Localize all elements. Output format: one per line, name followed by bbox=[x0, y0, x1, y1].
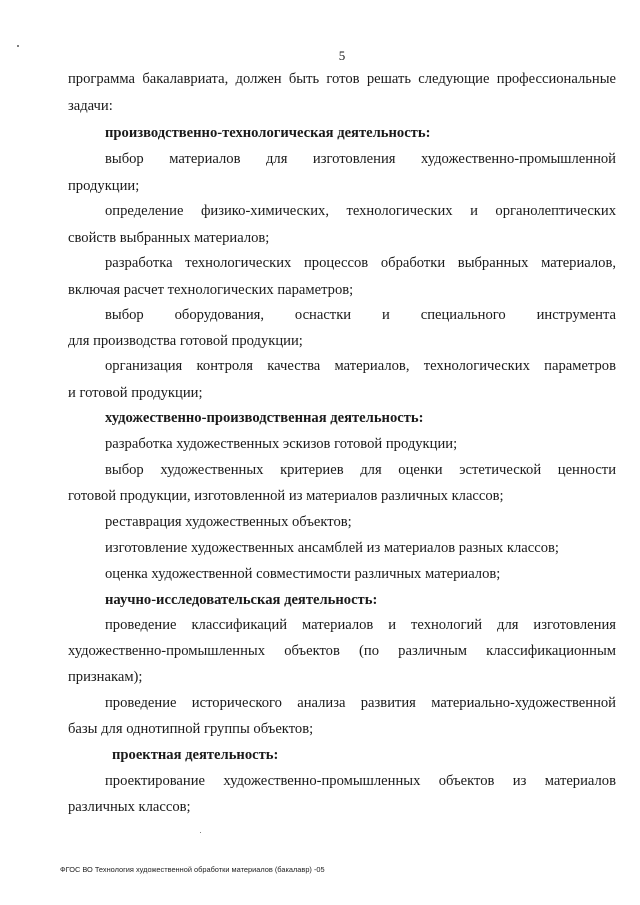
paragraph-line: проведение исторического анализа развития материально-художественной bbox=[105, 695, 616, 711]
paragraph-line: художественно-промышленных объектов (по различным классификационным bbox=[68, 643, 616, 659]
paragraph-line: продукции; bbox=[68, 178, 140, 194]
section-heading: проектная деятельность: bbox=[112, 747, 279, 763]
paragraph-line: разработка художественных эскизов готовой продукции; bbox=[105, 436, 458, 452]
paragraph-line: свойств выбранных материалов; bbox=[68, 230, 270, 246]
page-number: 5 bbox=[338, 48, 346, 63]
section-heading: художественно-производственная деятельность: bbox=[105, 410, 424, 426]
section-heading: производственно-технологическая деятельность: bbox=[105, 125, 431, 141]
paragraph-line: выбор оборудования, оснастки и специального инструмента bbox=[105, 307, 616, 323]
paragraph-line: признакам); bbox=[68, 669, 143, 685]
paragraph-line: разработка технологических процессов обработки выбранных материалов, bbox=[105, 255, 616, 271]
paragraph-line: готовой продукции, изготовленной из материалов различных классов; bbox=[68, 488, 504, 504]
section-heading: научно-исследовательская деятельность: bbox=[105, 592, 378, 608]
paragraph-line: выбор художественных критериев для оценки эстетической ценности bbox=[105, 462, 616, 478]
paragraph-line: проектирование художественно-промышленных объектов из материалов bbox=[105, 773, 616, 789]
paragraph-line: программа бакалавриата, должен быть готов решать следующие профессиональные bbox=[68, 71, 616, 87]
paragraph-line: организация контроля качества материалов, технологических параметров bbox=[105, 358, 616, 374]
paragraph-line: для производства готовой продукции; bbox=[68, 333, 303, 349]
page-footer: ФГОС ВО Технология художественной обработки материалов (бакалавр) -05 bbox=[60, 865, 325, 874]
scan-speck bbox=[200, 832, 201, 833]
paragraph-line: и готовой продукции; bbox=[68, 385, 203, 401]
paragraph-line: изготовление художественных ансамблей из материалов разных классов; bbox=[105, 540, 559, 556]
paragraph-line: различных классов; bbox=[68, 799, 191, 815]
scan-speck bbox=[17, 45, 19, 47]
paragraph-line: базы для однотипной группы объектов; bbox=[68, 721, 314, 737]
paragraph-line: определение физико-химических, технологических и органолептических bbox=[105, 203, 616, 219]
paragraph-line: задачи: bbox=[68, 98, 113, 114]
paragraph-line: проведение классификаций материалов и технологий для изготовления bbox=[105, 617, 616, 633]
paragraph-line: реставрация художественных объектов; bbox=[105, 514, 352, 530]
paragraph-line: включая расчет технологических параметров; bbox=[68, 282, 354, 298]
paragraph-line: оценка художественной совместимости различных материалов; bbox=[105, 566, 501, 582]
paragraph-line: выбор материалов для изготовления художественно-промышленной bbox=[105, 151, 616, 167]
